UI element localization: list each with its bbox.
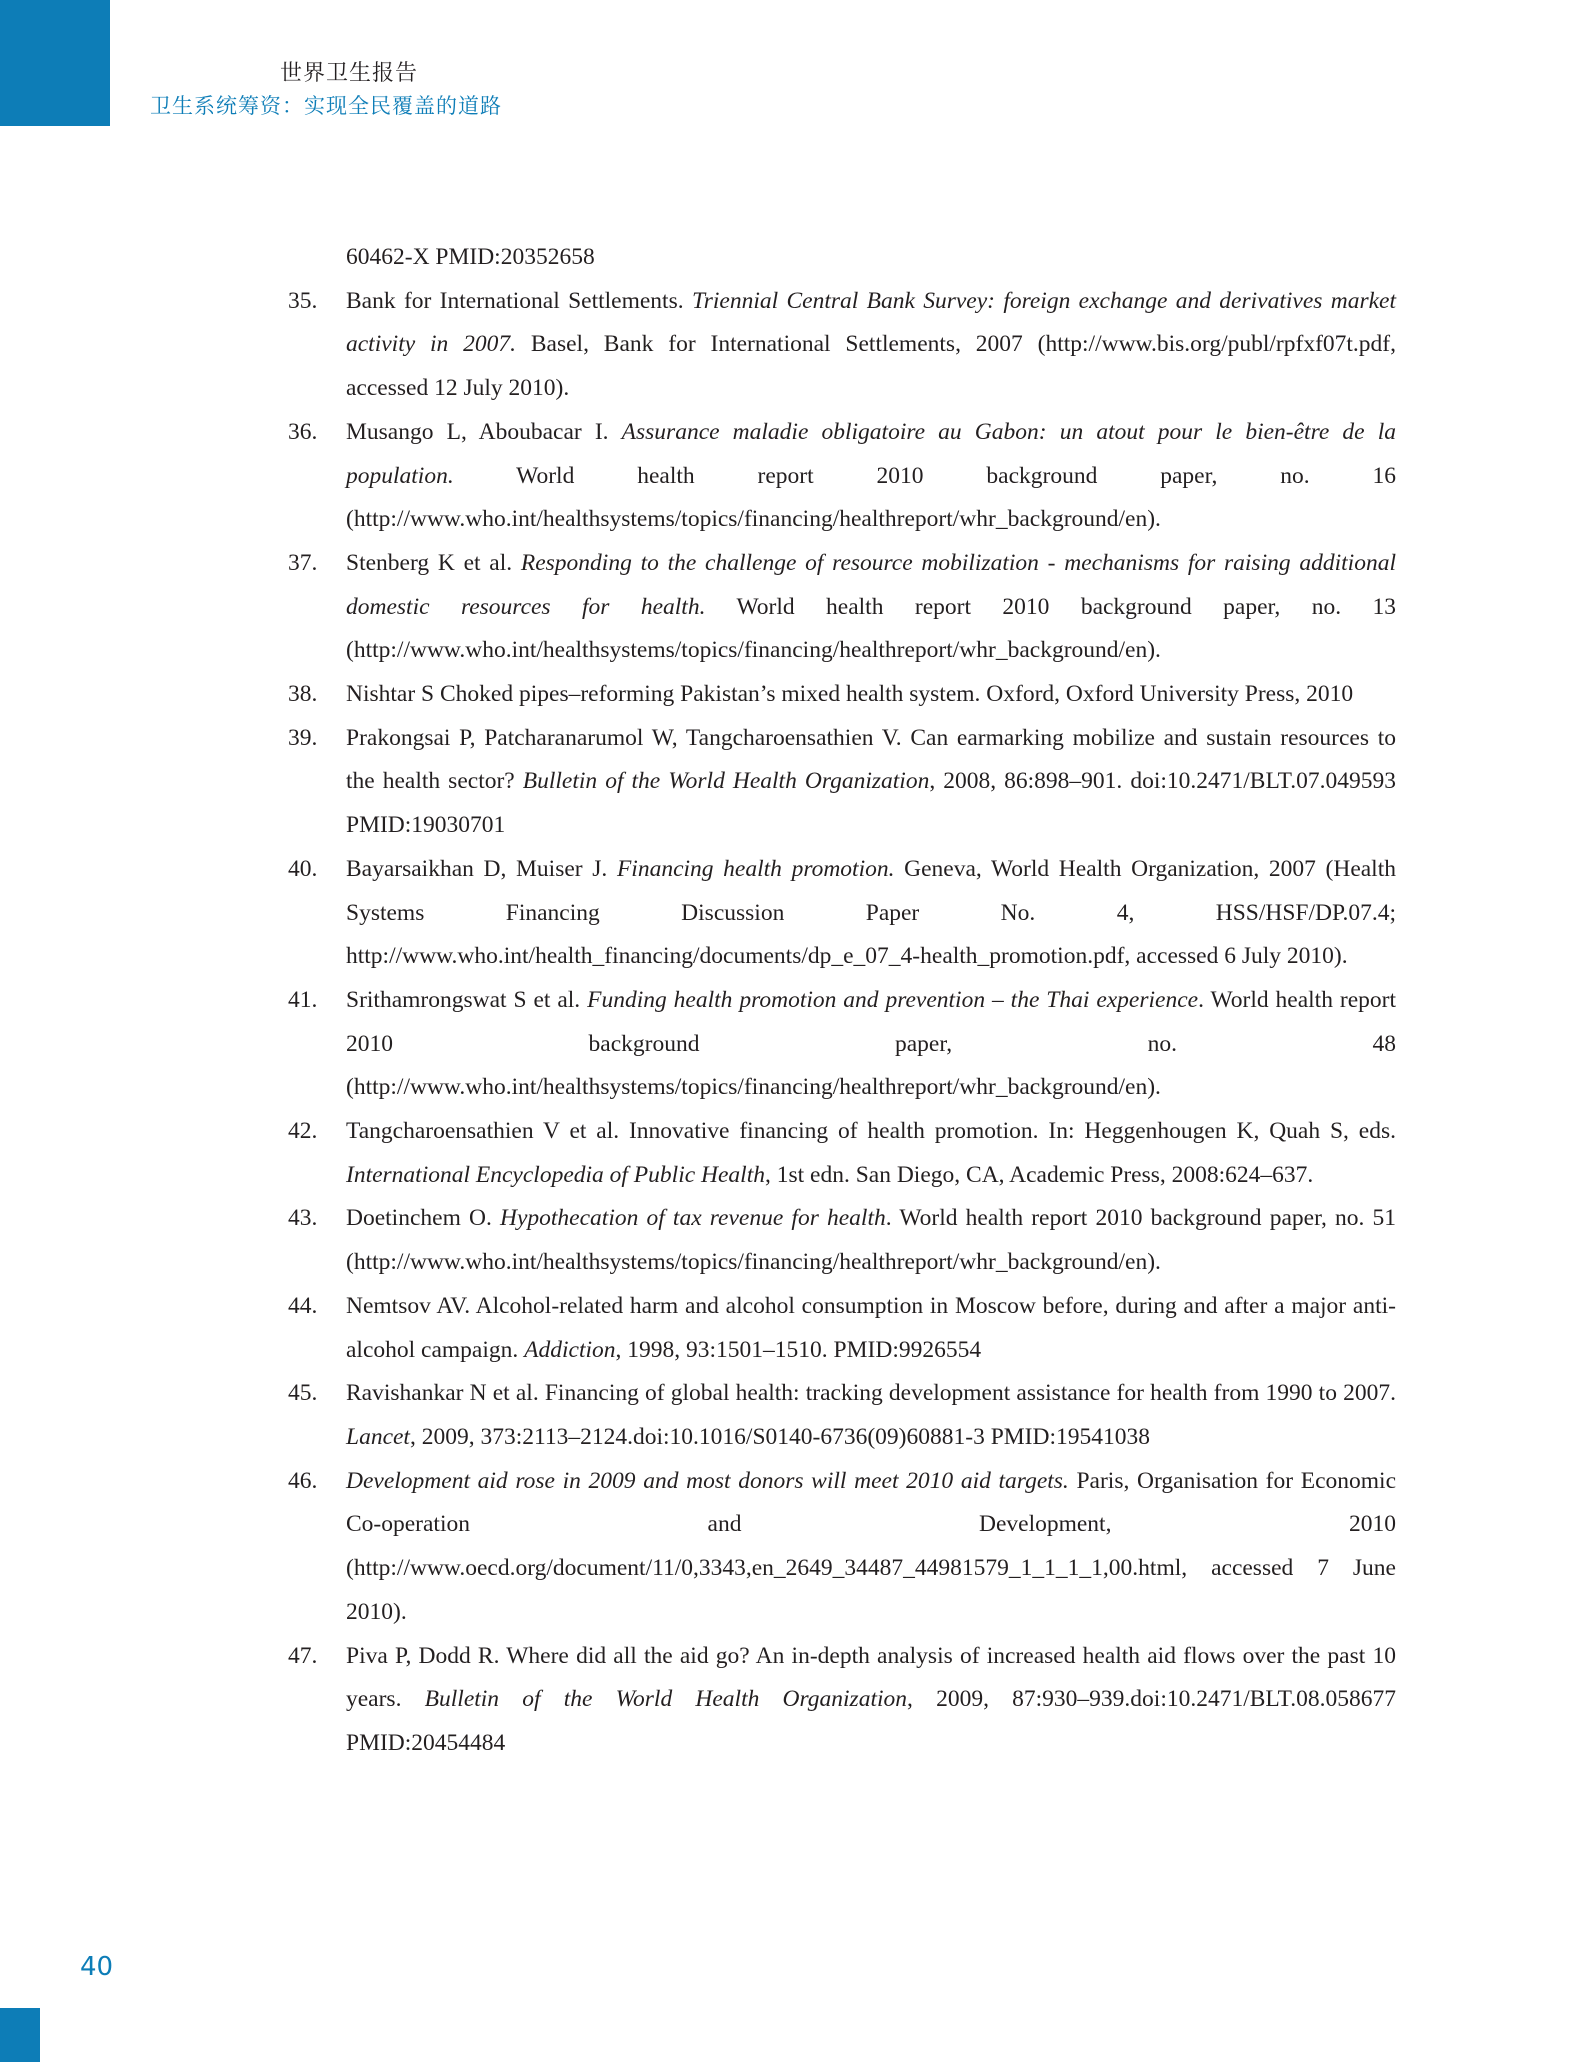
reference-text: [346, 542, 1396, 673]
reference-details: Paris, Organisation for Economic Co-operation and Development, 2010 (http://www.oecd.org/document/11/0,3343,en_2649_34487_44981579_1_1_1_1,00.html, accessed 7 June 2010).: [346, 1467, 1397, 1625]
reference-authors: Ravishankar N et al. Financing of global health: tracking development assistance for health from 1990 to 2007.: [346, 1380, 1396, 1407]
reference-number: 46.: [288, 1467, 318, 1494]
reference-item: [288, 1110, 1396, 1197]
reference-number: 37.: [288, 549, 318, 576]
reference-authors: Nishtar S Choked pipes–reforming Pakistan’s mixed health system. Oxford, Oxford University Press, 2010: [346, 681, 1354, 708]
reference-text: [346, 717, 1396, 848]
reference-authors: Prakongsai P, Patcharanarumol W, Tangcharoensathien V. Can earmarking mobilize and sustain resources to the health sector?: [346, 724, 1396, 795]
reference-authors: Nemtsov AV. Alcohol-related harm and alcohol consumption in Moscow before, during and after a major anti-alcohol campaign.: [346, 1292, 1396, 1363]
reference-title: Addiction: [524, 1336, 616, 1363]
reference-authors: Doetinchem O.: [346, 1205, 500, 1232]
reference-authors: Srithamrongswat S et al.: [346, 986, 588, 1013]
reference-details: , 1998, 93:1501–1510. PMID:9926554: [615, 1336, 982, 1363]
reference-title: Financing health promotion.: [616, 855, 895, 882]
reference-number: 44.: [288, 1292, 318, 1319]
reference-authors: Musango L, Aboubacar I.: [346, 418, 622, 445]
running-header: [150, 58, 502, 122]
reference-details: , 2009, 373:2113–2124.doi:10.1016/S0140-6736(09)60881-3 PMID:19541038: [409, 1423, 1151, 1450]
reference-number: 43.: [288, 1205, 318, 1232]
reference-number: 35.: [288, 287, 318, 314]
report-title: 世界卫生报告: [280, 61, 419, 86]
reference-item: [288, 542, 1396, 673]
reference-item: [288, 1285, 1396, 1372]
reference-title: Assurance maladie obligatoire au Gabon: un atout pour le bien-être de la population.: [346, 418, 1396, 489]
reference-item: [288, 717, 1396, 848]
reference-details: Geneva, World Health Organization, 2007 (Health Systems Financing Discussion Paper No. 4, HSS/HSF/DP.07.4; http://www.who.int/health_financing/documents/dp_e_07_4-health_promotion.pdf, accessed 6 July 2010).: [346, 855, 1396, 970]
reference-authors: Piva P, Dodd R. Where did all the aid go? An in-depth analysis of increased health aid flows over the past 10 years.: [346, 1642, 1396, 1713]
reference-details: , 2009, 87:930–939.doi:10.2471/BLT.08.058677 PMID:20454484: [346, 1686, 1396, 1756]
reference-title: Bulletin of the World Health Organization: [424, 1686, 908, 1713]
reference-text: [346, 1197, 1396, 1284]
reference-title: Lancet: [346, 1423, 410, 1450]
reference-continuation: 60462-X PMID:20352658: [346, 244, 595, 270]
reference-item: [288, 411, 1396, 542]
reference-number: 45.: [288, 1380, 318, 1407]
reference-number: 47.: [288, 1642, 318, 1669]
reference-details: , 1st edn. San Diego, CA, Academic Press, 2008:624–637.: [764, 1161, 1314, 1188]
reference-number: 41.: [288, 986, 318, 1013]
reference-number: 40.: [288, 855, 318, 882]
reference-text: [346, 411, 1396, 542]
reference-details: . World health report 2010 background paper, no. 51 (http://www.who.int/healthsystems/topics/financing/healthreport/whr_background/en).: [346, 1205, 1396, 1276]
reference-item: [288, 673, 1396, 717]
corner-accent-block: [0, 0, 110, 126]
reference-number: 39.: [288, 724, 318, 751]
reference-items: [288, 280, 1396, 1766]
reference-details: World health report 2010 background paper, no. 16 (http://www.who.int/healthsystems/topics/financing/healthreport/whr_background/en).: [346, 462, 1396, 533]
reference-authors: Stenberg K et al.: [346, 549, 521, 576]
reference-text: [346, 979, 1396, 1110]
page-number: 40: [80, 1952, 114, 1982]
report-subtitle: 卫生系统筹资：实现全民覆盖的道路: [150, 94, 502, 118]
reference-number: 38.: [288, 681, 318, 708]
reference-text: [346, 673, 1396, 717]
reference-details: Basel, Bank for International Settlements, 2007 (http://www.bis.org/publ/rpfxf07t.pdf, accessed 12 July 2010).: [346, 331, 1396, 402]
reference-text: [346, 1285, 1396, 1372]
reference-details: , 2008, 86:898–901. doi:10.2471/BLT.07.049593 PMID:19030701: [346, 768, 1397, 839]
reference-number: 36.: [288, 418, 318, 445]
reference-text: [346, 1372, 1396, 1459]
reference-item: [288, 979, 1396, 1110]
reference-text: [346, 848, 1396, 979]
reference-details: World health report 2010 background paper, no. 13 (http://www.who.int/healthsystems/topics/financing/healthreport/whr_background/en).: [346, 593, 1397, 664]
reference-title: International Encyclopedia of Public Health: [346, 1161, 765, 1188]
reference-item: [288, 1372, 1396, 1459]
reference-item: [288, 1197, 1396, 1284]
reference-text: [346, 280, 1396, 411]
reference-title: Bulletin of the World Health Organization: [522, 768, 930, 795]
bottom-accent-block: [0, 2008, 40, 2062]
reference-title: Responding to the challenge of resource mobilization - mechanisms for raising additional domestic resources for health.: [346, 549, 1396, 620]
reference-list: [288, 236, 1396, 1766]
reference-details: . World health report 2010 background paper, no. 48 (http://www.who.int/healthsystems/topics/financing/healthreport/whr_background/en).: [346, 986, 1396, 1101]
reference-text: [346, 1460, 1396, 1635]
reference-text: [346, 1110, 1396, 1197]
reference-authors: Bayarsaikhan D, Muiser J.: [346, 855, 617, 882]
reference-title: Hypothecation of tax revenue for health: [500, 1205, 886, 1232]
reference-item: [288, 1460, 1396, 1635]
reference-number: 42.: [288, 1118, 318, 1145]
reference-item: [288, 280, 1396, 411]
reference-title: Development aid rose in 2009 and most donors will meet 2010 aid targets.: [346, 1467, 1069, 1494]
reference-text: [346, 1635, 1396, 1766]
reference-authors: Bank for International Settlements.: [346, 287, 692, 314]
reference-authors: Tangcharoensathien V et al. Innovative financing of health promotion. In: Heggenhougen K, Quah S, eds.: [346, 1118, 1396, 1145]
reference-title: Funding health promotion and prevention – the Thai experience: [587, 986, 1199, 1013]
reference-title: Triennial Central Bank Survey: foreign exchange and derivatives market activity in 2007.: [346, 287, 1396, 358]
reference-item: [288, 1635, 1396, 1766]
reference-item: [288, 848, 1396, 979]
